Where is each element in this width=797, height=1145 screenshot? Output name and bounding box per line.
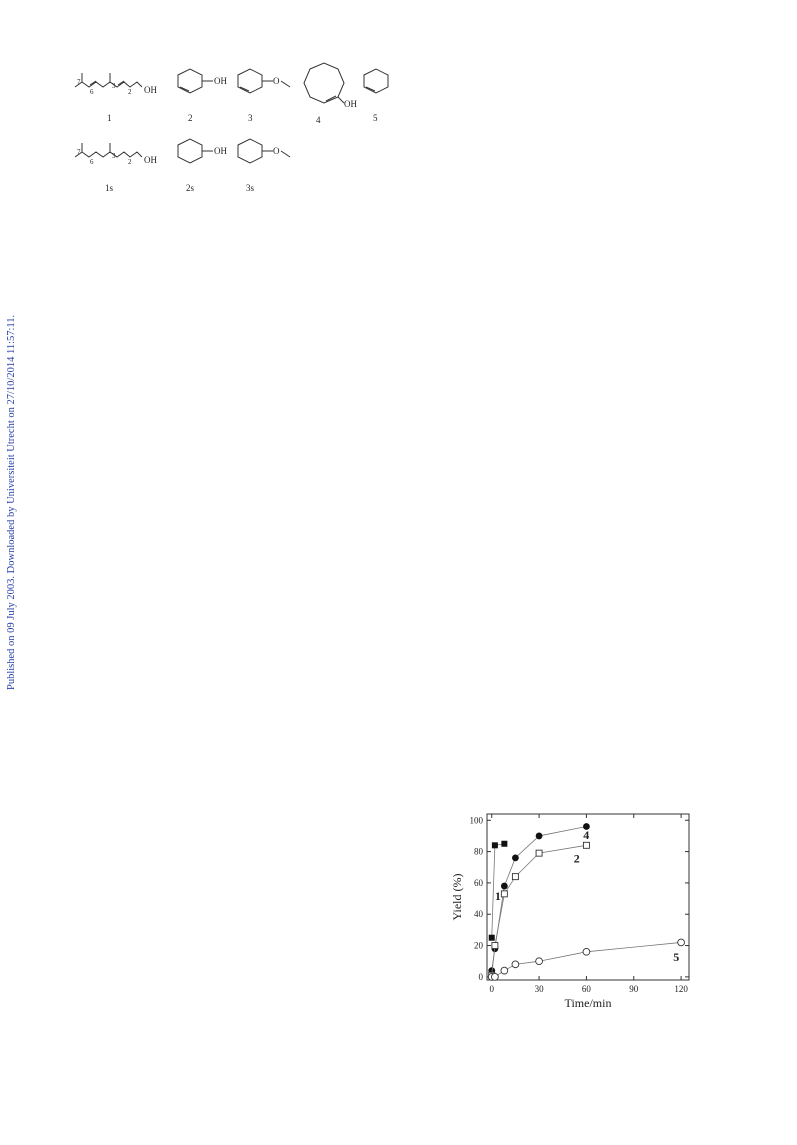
compound-2s-label: 2s bbox=[186, 183, 195, 193]
compound-1s-atom-2: 2 bbox=[128, 158, 132, 166]
x-tick-label-3: 90 bbox=[629, 984, 639, 994]
compound-2s-oh: OH bbox=[214, 146, 227, 156]
y-tick-label-4: 80 bbox=[474, 846, 483, 857]
x-axis-title: Time/min bbox=[564, 996, 612, 1010]
compound-3-oxygen: O bbox=[273, 76, 280, 86]
series-1-label: 1 bbox=[494, 889, 501, 904]
series-4-point-2 bbox=[501, 883, 508, 890]
y-tick-label-2: 40 bbox=[474, 909, 483, 920]
y-axis-title: Yield (%) bbox=[450, 873, 464, 921]
compound-3-label: 3 bbox=[248, 113, 253, 123]
series-5-point-3 bbox=[512, 961, 519, 968]
compound-4-oh: OH bbox=[344, 99, 357, 109]
structure-drawings bbox=[70, 55, 410, 205]
compound-1-atom-6: 6 bbox=[90, 88, 94, 96]
series-5-point-6 bbox=[678, 939, 685, 946]
series-2-point-4 bbox=[536, 850, 542, 856]
compound-1s-label: 1s bbox=[105, 183, 114, 193]
compound-1-atom-2: 2 bbox=[128, 88, 132, 96]
series-5-line bbox=[492, 942, 681, 976]
compound-4-label: 4 bbox=[316, 115, 321, 125]
series-2-point-1 bbox=[492, 943, 498, 949]
compound-1-atom-3: 3 bbox=[112, 82, 116, 90]
compound-structures bbox=[70, 55, 410, 205]
compound-3s-label: 3s bbox=[246, 183, 255, 193]
compound-2-oh: OH bbox=[214, 76, 227, 86]
series-5-point-2 bbox=[501, 967, 508, 974]
compound-1-atom-7: 7 bbox=[77, 78, 81, 86]
yield-chart bbox=[447, 808, 702, 1018]
yield-chart-svg bbox=[447, 808, 702, 1018]
x-tick-label-2: 60 bbox=[581, 984, 591, 994]
series-1-point-1 bbox=[492, 842, 498, 848]
y-tick-label-0: 0 bbox=[478, 971, 483, 982]
series-5-point-4 bbox=[536, 958, 543, 965]
x-tick-label-1: 30 bbox=[534, 984, 544, 994]
series-1-point-0 bbox=[489, 935, 495, 941]
series-5-point-5 bbox=[583, 948, 590, 955]
series-2-point-3 bbox=[512, 874, 518, 880]
series-2-point-5 bbox=[583, 842, 589, 848]
series-2-label: 2 bbox=[573, 851, 580, 866]
series-4-point-4 bbox=[536, 833, 543, 840]
compound-1s-oh: OH bbox=[144, 155, 157, 165]
compound-1s-atom-7: 7 bbox=[77, 148, 81, 156]
compound-1s-atom-6: 6 bbox=[90, 158, 94, 166]
compound-3s-oxygen: O bbox=[273, 146, 280, 156]
y-tick-label-5: 100 bbox=[469, 815, 483, 826]
series-4-label: 4 bbox=[583, 828, 590, 843]
x-tick-label-4: 120 bbox=[674, 984, 688, 994]
y-tick-label-3: 60 bbox=[474, 877, 483, 888]
series-4-point-3 bbox=[512, 854, 519, 861]
x-tick-label-0: 0 bbox=[489, 984, 494, 994]
compound-1-oh: OH bbox=[144, 85, 157, 95]
y-tick-label-1: 20 bbox=[474, 940, 483, 951]
series-5-point-1 bbox=[491, 973, 498, 980]
compound-1-label: 1 bbox=[107, 113, 112, 123]
series-1-point-2 bbox=[501, 841, 507, 847]
compound-1s-atom-3: 3 bbox=[112, 152, 116, 160]
compound-5-label: 5 bbox=[373, 113, 378, 123]
series-4-line bbox=[492, 827, 590, 971]
download-watermark: Published on 09 July 2003. Downloaded by Universiteit Utrecht on 27/10/2014 11:57:11. bbox=[6, 314, 17, 690]
series-5-label: 5 bbox=[673, 950, 680, 965]
series-2-point-2 bbox=[501, 891, 507, 897]
series-2-line bbox=[492, 845, 587, 975]
compound-2-label: 2 bbox=[188, 113, 193, 123]
